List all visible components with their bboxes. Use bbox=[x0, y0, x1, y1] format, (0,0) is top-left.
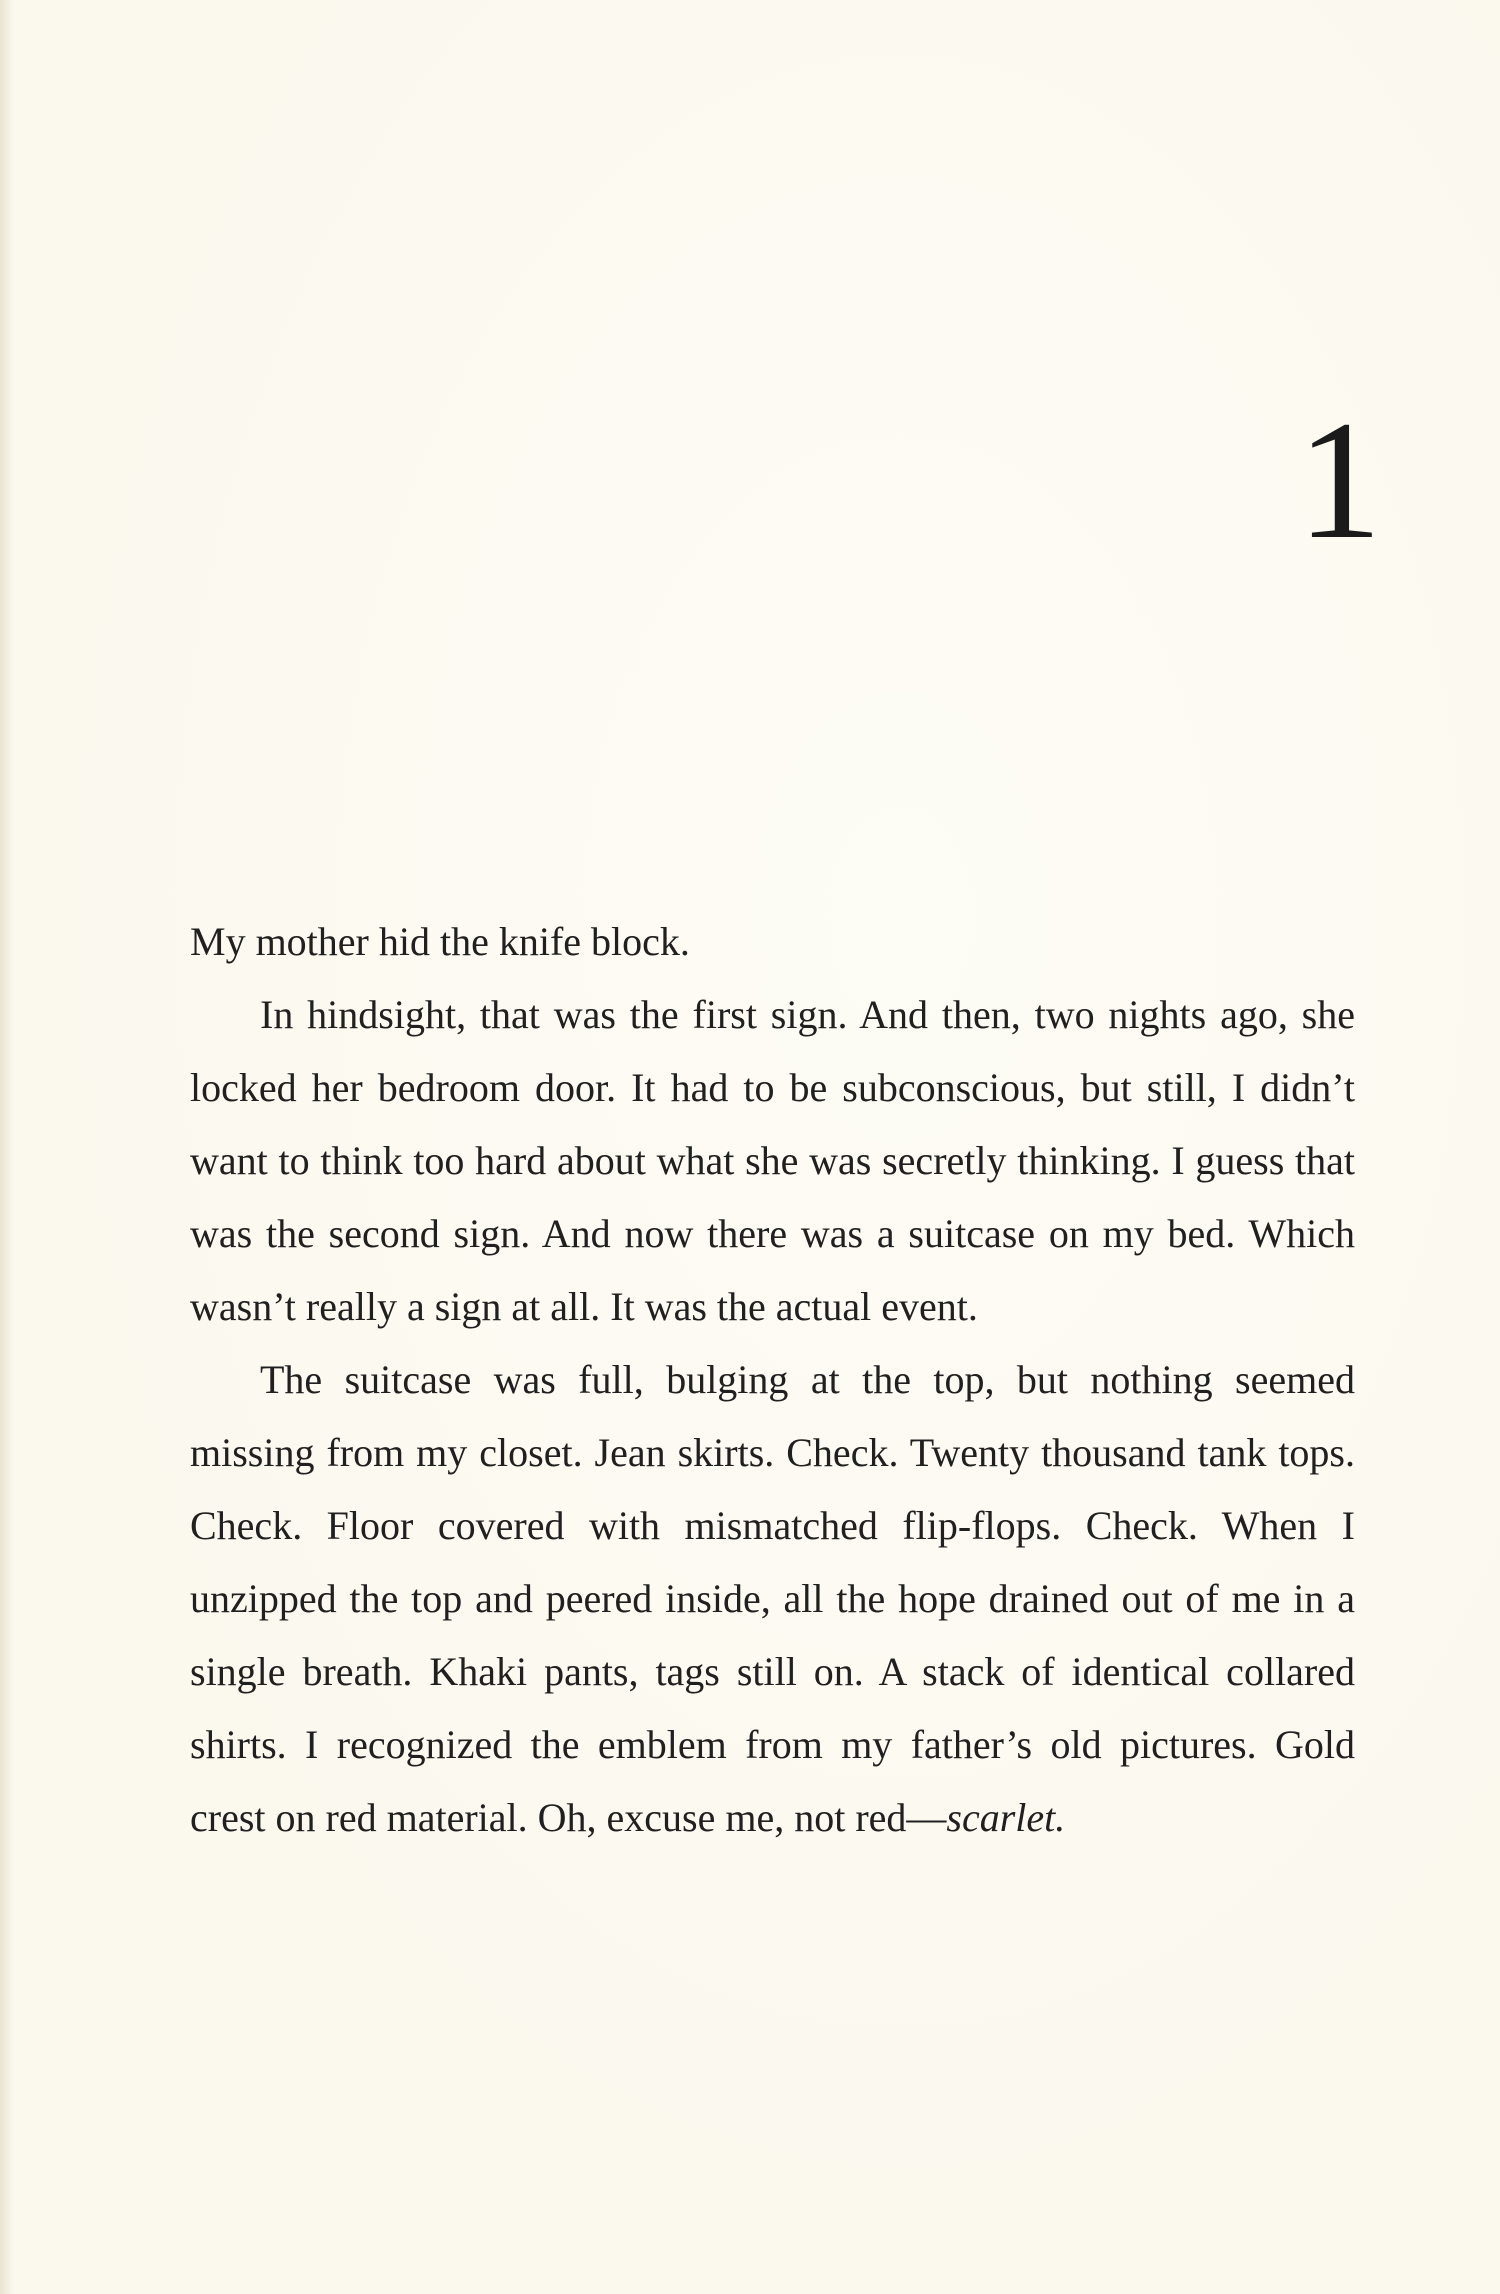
paragraph-2: In hindsight, that was the first sign. And then, two nights ago, she locked her bedroom door. It had to be subconscious, but still, I didn’t want to think too hard about what she was secretly thinking. I guess that was the second sign. And now there was a suitcase on my bed. Which wasn’t really a sign at all. It was the actual event. bbox=[190, 992, 1355, 1329]
chapter-text bbox=[190, 905, 1355, 1854]
paragraph-3 bbox=[190, 1343, 1355, 1854]
paragraph-3-italic: scarlet. bbox=[946, 1795, 1066, 1840]
paragraph-3-text: The suitcase was full, bulging at the top, but nothing seemed missing from my closet. Jean skirts. Check. Twenty thousand tank tops. Check. Floor covered with mismatched flip-flops. Check. When I unzipped the top and peered inside, all the hope drained out of me in a single breath. Khaki pants, tags still on. A stack of identical collared shirts. I recognized the emblem from my father’s old pictures. Gold crest on red material. Oh, excuse me, not red— bbox=[190, 1357, 1355, 1840]
paragraph-1: My mother hid the knife block. bbox=[190, 919, 690, 964]
chapter-number: 1 bbox=[1297, 386, 1382, 574]
page-binding-shadow bbox=[0, 0, 14, 2294]
